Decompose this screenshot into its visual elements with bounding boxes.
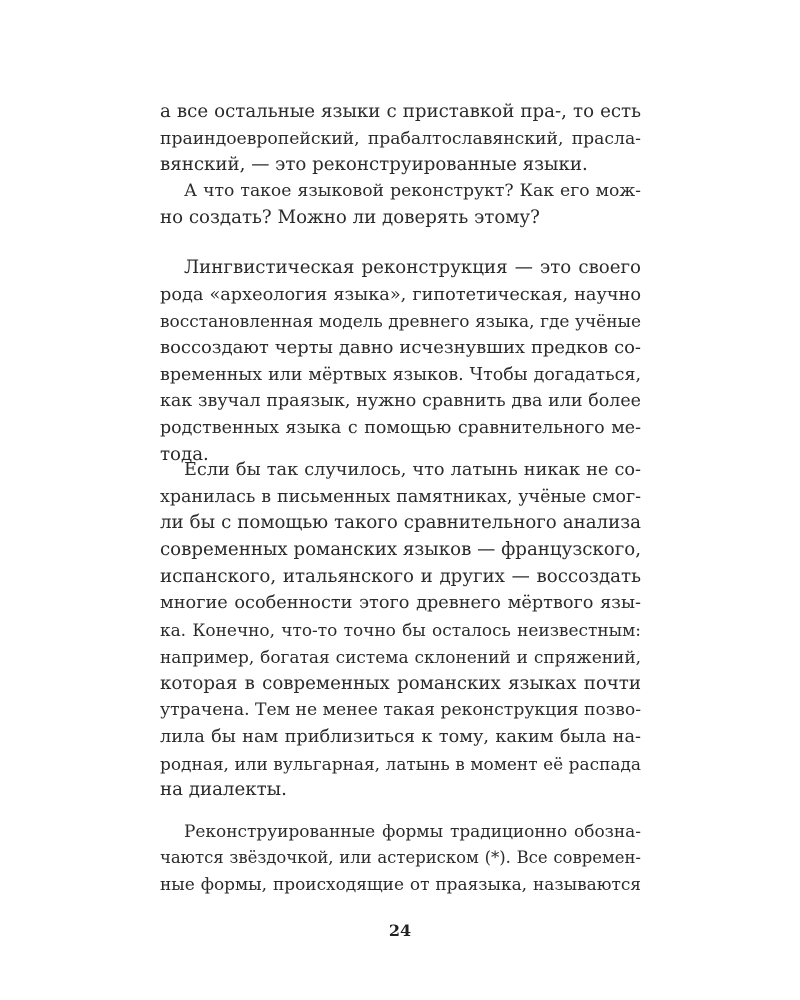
text-line: ли бы с помощью такого сравнительного анализа bbox=[160, 512, 641, 534]
text-line: Если бы так случилось, что латынь никак не со- bbox=[184, 460, 641, 480]
text-line: как звучал праязык, нужно сравнить два или более bbox=[160, 391, 641, 412]
text-line: рода «археология языка», гипотетическая, научно bbox=[160, 284, 641, 305]
text-line: но создать? Можно ли доверять этому? bbox=[160, 206, 540, 228]
paragraph bbox=[160, 99, 641, 179]
page-number: 24 bbox=[388, 921, 412, 940]
paragraph bbox=[160, 457, 641, 804]
text-line: воссоздают черты давно исчезнувших предков со- bbox=[160, 337, 641, 359]
text-line: лила бы нам приблизиться к тому, каким была на- bbox=[160, 726, 641, 747]
text-line: праиндоевропейский, прабалтославянский, прасла- bbox=[160, 128, 641, 149]
text-line: тода. bbox=[160, 443, 209, 465]
text-line: испанского, итальянского и других — воссоздать bbox=[160, 565, 641, 587]
text-line: например, богатая система склонений и спряжений, bbox=[160, 646, 641, 667]
text-line: ные формы, происходящие от праязыка, называются bbox=[160, 874, 641, 895]
text-line: на диалекты. bbox=[160, 779, 287, 801]
paragraph bbox=[160, 255, 641, 469]
paragraph bbox=[160, 818, 641, 898]
text-line: Реконструированные формы традиционно обозна- bbox=[184, 821, 641, 841]
text-line: Лингвистическая реконструкция — это своего bbox=[184, 257, 641, 278]
text-line: восстановленная модель древнего языка, где учёные bbox=[160, 311, 641, 332]
text-line: которая в современных романских языках почти bbox=[160, 672, 641, 694]
text-line: вянский, — это реконструированные языки. bbox=[160, 154, 588, 176]
text-line: современных романских языков — французского, bbox=[160, 539, 641, 561]
text-line: а все остальные языки с приставкой пра-, то есть bbox=[160, 101, 641, 122]
text-line: многие особенности этого древнего мёртвого язы- bbox=[160, 593, 641, 614]
text-line: утрачена. Тем не менее такая реконструкция позво- bbox=[160, 700, 641, 721]
text-line: ка. Конечно, что-то точно бы осталось неизвестным: bbox=[160, 620, 641, 641]
paragraph bbox=[160, 178, 641, 231]
text-line: хранилась в письменных памятниках, учёные смог- bbox=[160, 486, 641, 507]
text-line: временных или мёртвых языков. Чтобы догадаться, bbox=[160, 364, 641, 385]
text-line: чаются звёздочкой, или астериском (*). Все современ- bbox=[160, 847, 641, 867]
text-line: родная, или вульгарная, латынь в момент её распада bbox=[160, 753, 641, 774]
text-line: А что такое языковой реконструкт? Как его мож- bbox=[184, 181, 641, 201]
text-line: родственных языка с помощью сравнительного ме- bbox=[160, 418, 641, 439]
